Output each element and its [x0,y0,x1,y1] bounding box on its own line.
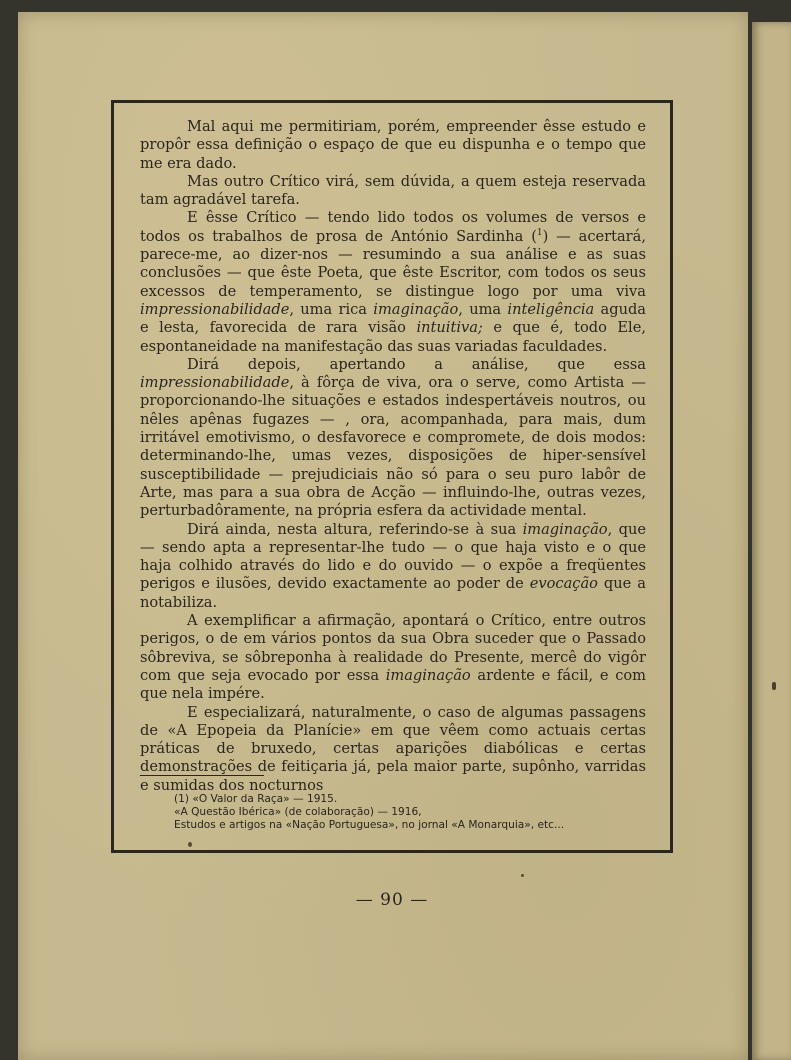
body-text [140,118,646,795]
emphasis-text: impressionabilidade [140,374,290,392]
paragraph-text: , uma rica [289,300,374,318]
emphasis-text: evocação [529,575,598,593]
paragraph [140,356,646,521]
footnote-line: «A Questão Ibérica» (de colaboração) — 1916, [174,806,422,819]
footnote-rule [140,775,264,776]
paragraph-text: , que — sendo apta a representar-lhe tudo — o que haja visto e o que haja colhido através do lido e do ouvido — o expõe a freqüentes perigos e ilusões, devido exactamente ao poder de [140,520,647,593]
paragraph-text: Mas outro Crítico virá, sem dúvida, a quem esteja reservada tam agradável tarefa. [140,172,646,209]
page-number: — 90 — [355,890,429,910]
paragraph-text: E especializará, naturalmente, o caso de algumas passagens de «A Epopeia da Planície» em que vêem como actuais certas práticas de bruxedo, certas aparições diabólicas e certas demonstrações de feitiçaria já, pela maior parte, supônho, varridas e sumidas dos nocturnos [140,703,646,794]
paragraph [140,612,646,703]
page-speck [772,682,776,690]
footnote-line: Estudos e artigos na «Nação Portuguesa», no jornal «A Monarquia», etc... [174,819,565,832]
paragraph [140,521,646,612]
paragraph [140,704,646,795]
paragraph-text: e que é, todo Ele, espontaneidade na manifestação das suas variadas faculdades. [140,319,646,355]
emphasis-text: intuitiva; [416,319,483,337]
paragraph-text: aguda e lesta, favorecida de rara visão [140,300,647,337]
paragraph-text: Dirá depois, apertando a análise, que essa [187,355,646,373]
paragraph-text: Mal aqui me permitiriam, porém, empreender êsse estudo e propôr essa definição o espaço de que eu dispunha e o tempo que me era dado. [140,118,646,172]
paragraph-text: Dirá ainda, nesta altura, referindo-se à sua [187,520,523,538]
page-speck [521,874,524,877]
paragraph [140,173,646,210]
paragraph-text: A exemplificar a afirmação, apontará o Crítico, entre outros perigos, o de em vários pontos da sua Obra suceder que o Passado sôbreviva, se sôbreponha à realidade do Presente, mercê do vigôr com que seja evocado por essa [140,612,646,684]
paragraph [140,209,646,355]
emphasis-text: impressionabilidade [140,300,290,318]
paragraph-text: que a notabiliza. [140,575,646,611]
paragraph [140,118,646,173]
paragraph-text: , à fôrça de viva, ora o serve, como Artista — proporcionando-lhe situações e estados indespertáveis noutros, ou nêles apênas fugazes — , ora, acompanhada, para mais, dum irritável emotivismo, o desfavorece e compromete, de dois modos: determinando-lhe, umas vezes, disposições de hiper-sensível susceptibilidade — prejudiciais não só para o seu puro labôr de Arte, mas para a sua obra de Acção — influindo-lhe, outras vezes, perturbadôramente, na própria esfera da actividade mental. [140,374,646,520]
emphasis-text: inteligência [507,300,595,318]
emphasis-text: imaginação [522,520,608,538]
paragraph-text: E êsse Crítico — tendo lido todos os volumes de versos e todos os trabalhos de prosa de António Sardinha ( [140,209,646,245]
footnote-ref: 1 [536,227,543,238]
emphasis-text: imaginação [373,300,459,318]
emphasis-text: imaginação [385,666,471,684]
paragraph-text: ) — acertará, parece-me, ao dizer-nos — resumindo a sua análise e as suas conclusões — que êste Poeta, que êste Escritor, com todos os seus excessos de temperamento, se distingue logo por uma viva [140,227,646,300]
next-page-edge [752,22,791,1060]
page-speck [188,842,192,847]
paragraph-text: , uma [458,300,508,318]
footnote-line: (1) «O Valor da Raça» — 1915. [174,793,338,805]
paragraph-text: ardente e fácil, e com que nela impére. [140,666,646,703]
footnotes [174,793,634,833]
